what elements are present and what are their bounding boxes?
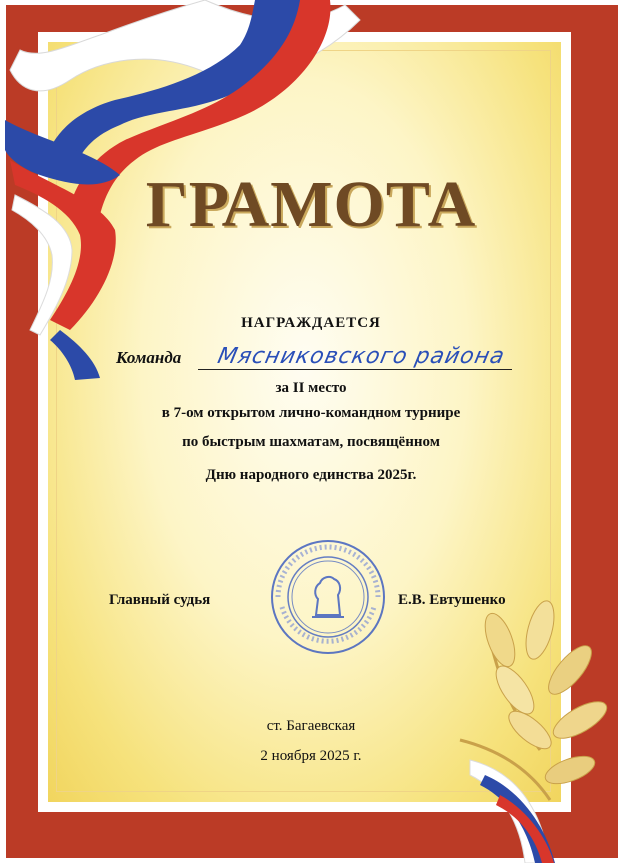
tournament-line-3: Дню народного единства 2025г.	[205, 467, 417, 483]
official-seal-icon	[268, 537, 388, 657]
place-text: за II место	[275, 380, 347, 396]
tournament-line-1: в 7-ом открытом лично-командном турнире	[161, 405, 461, 421]
team-label: Команда	[116, 348, 182, 367]
chief-judge-name: Е.В. Евтушенко	[398, 592, 506, 608]
team-underline	[198, 369, 512, 370]
tournament-line-2: по быстрым шахматам, посвящённом	[182, 434, 440, 450]
chief-judge-label: Главный судья	[109, 592, 211, 608]
team-name-handwritten: Мясниковского района	[215, 344, 508, 369]
awarded-heading: НАГРАЖДАЕТСЯ	[241, 315, 381, 331]
location-text: ст. Багаевская	[266, 718, 356, 734]
date-text: 2 ноября 2025 г.	[260, 748, 362, 764]
certificate-title: ГРАМОТА	[145, 168, 477, 241]
